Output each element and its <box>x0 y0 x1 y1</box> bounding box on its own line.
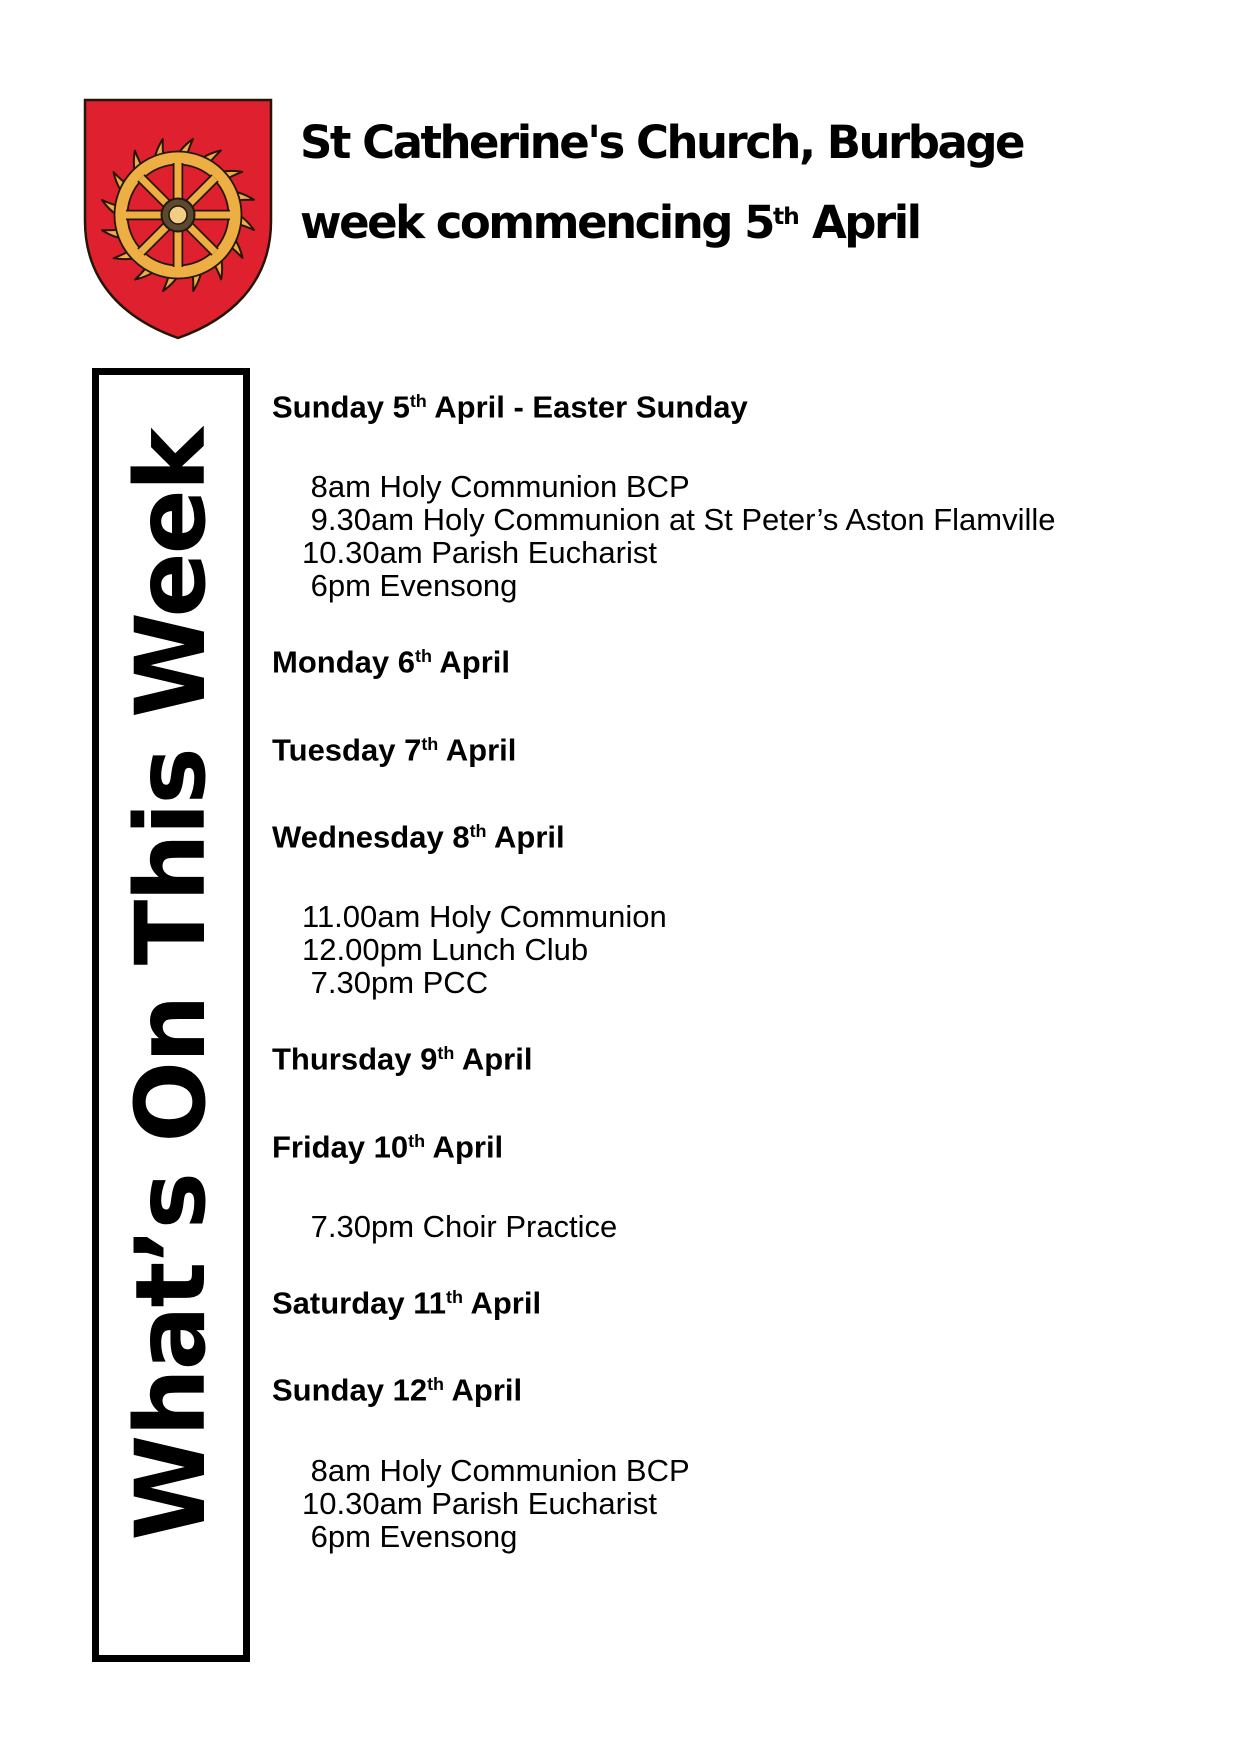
whats-on-vertical-label: What’s On This Week <box>115 429 227 1541</box>
page-title: St Catherine's Church, Burbage <box>300 116 1024 169</box>
catherine-wheel-shield-logo <box>78 93 278 343</box>
event-line: 12.00pm Lunch Club <box>302 932 589 968</box>
event-list <box>272 900 1032 999</box>
day-heading <box>272 1123 1032 1164</box>
day-heading-ordinal: th <box>446 1286 464 1307</box>
day-heading <box>272 638 1032 679</box>
event-line: 11.00am Holy Communion <box>302 899 667 935</box>
week-schedule <box>272 383 1056 1589</box>
day-heading-ordinal: th <box>437 1043 455 1064</box>
day-heading-ordinal: th <box>414 646 432 667</box>
schedule-day <box>272 638 1032 679</box>
page-subtitle <box>300 196 920 249</box>
subtitle-text-end: April <box>798 196 920 249</box>
whats-on-banner <box>92 368 250 1662</box>
schedule-day <box>272 1035 1032 1076</box>
day-heading-text: Thursday 9 <box>272 1041 438 1077</box>
event-line: 6pm Evensong <box>302 568 518 604</box>
day-heading <box>272 1279 1032 1320</box>
schedule-day <box>272 726 1032 767</box>
day-heading-text: Wednesday 8 <box>272 819 470 855</box>
event-list <box>272 1454 1032 1553</box>
day-heading <box>272 383 1032 424</box>
day-heading-text-end: April <box>486 819 565 855</box>
day-heading-text-end: April - Easter Sunday <box>426 389 748 425</box>
event-line: 10.30am Parish Eucharist <box>302 535 657 571</box>
schedule-day <box>272 1279 1032 1320</box>
event-list <box>272 1210 1032 1243</box>
day-heading <box>272 1035 1032 1076</box>
schedule-day <box>272 383 1056 604</box>
day-heading-text-end: April <box>438 731 517 767</box>
day-heading-text: Tuesday 7 <box>272 731 422 767</box>
event-list <box>272 469 1056 604</box>
day-heading <box>272 1366 1032 1407</box>
day-heading-text-end: April <box>444 1372 523 1408</box>
day-heading-ordinal: th <box>409 391 427 411</box>
day-heading <box>272 726 1032 767</box>
event-line: 7.30pm PCC <box>302 965 489 1001</box>
day-heading-text: Friday 10 <box>272 1128 409 1164</box>
event-line: 6pm Evensong <box>302 1518 518 1554</box>
day-heading-ordinal: th <box>408 1130 426 1151</box>
day-heading-text-end: April <box>454 1041 533 1077</box>
day-heading <box>272 813 1032 854</box>
day-heading-text: Sunday 5 <box>272 389 410 425</box>
event-line: 7.30pm Choir Practice <box>302 1208 618 1244</box>
day-heading-text: Monday 6 <box>272 644 415 680</box>
day-heading-ordinal: th <box>469 820 487 841</box>
event-line: 8am Holy Communion BCP <box>302 1452 690 1488</box>
day-heading-ordinal: th <box>421 733 439 754</box>
schedule-day <box>272 1123 1032 1243</box>
subtitle-text: week commencing 5 <box>300 196 773 249</box>
day-heading-text: Sunday 12 <box>272 1372 428 1408</box>
subtitle-ordinal: th <box>772 202 799 230</box>
day-heading-text-end: April <box>463 1285 542 1321</box>
event-line: 9.30am Holy Communion at St Peter’s Aston Flamville <box>302 502 1056 538</box>
day-heading-text: Saturday 11 <box>272 1285 447 1321</box>
day-heading-text-end: April <box>431 644 511 680</box>
day-heading-ordinal: th <box>427 1374 445 1395</box>
schedule-day <box>272 1366 1032 1552</box>
schedule-day <box>272 813 1032 999</box>
day-heading-text-end: April <box>425 1128 504 1164</box>
event-line: 8am Holy Communion BCP <box>302 469 690 505</box>
event-line: 10.30am Parish Eucharist <box>302 1485 657 1521</box>
